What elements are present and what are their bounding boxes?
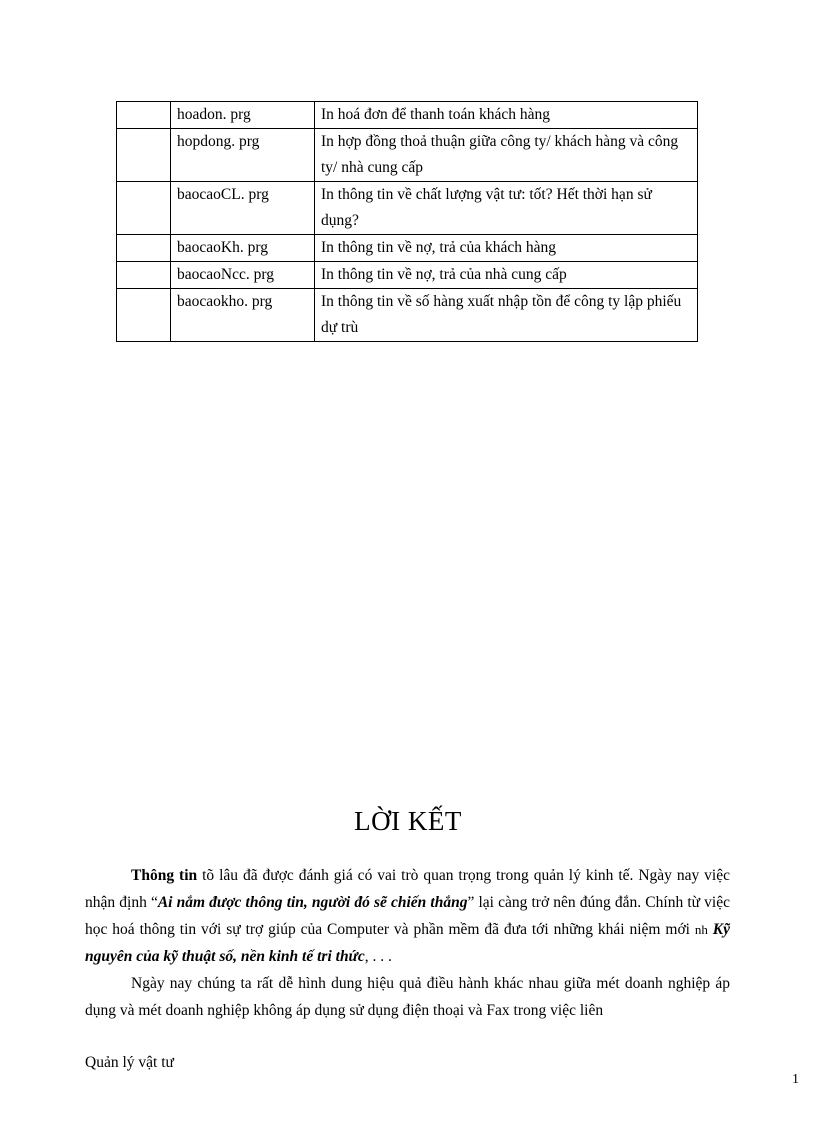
- program-table: [116, 101, 698, 342]
- paragraph-1-fragment: nh: [694, 922, 708, 937]
- table-row: [117, 262, 698, 289]
- paragraph-2: Ngày nay chúng ta rất dễ hình dung hiệu quả điều hành khác nhau giữa mét doanh nghiệp áp dụng và mét doanh nghiệp không áp dụng sử dụng điện thoại và Fax trong việc liên: [85, 975, 730, 1019]
- description-cell: In thông tin về nợ, trả của khách hàng: [315, 235, 698, 262]
- page-number: 1: [792, 1072, 799, 1087]
- description-cell: In hoá đơn để thanh toán khách hàng: [315, 102, 698, 129]
- row-index-cell: [117, 129, 171, 182]
- program-file-cell: hopdong. prg: [171, 129, 315, 182]
- table-row: [117, 102, 698, 129]
- row-index-cell: [117, 262, 171, 289]
- description-cell: In hợp đồng thoả thuận giữa công ty/ khách hàng và công ty/ nhà cung cấp: [315, 129, 698, 182]
- row-index-cell: [117, 182, 171, 235]
- program-file-cell: baocaoCL. prg: [171, 182, 315, 235]
- footer-title: Quản lý vật tư: [85, 1054, 174, 1071]
- paragraph-1-text-d: , . . .: [364, 948, 392, 965]
- table-row: [117, 235, 698, 262]
- era-phrase: Kỹ nguyên của kỹ thuật số, nền kinh tế tri thức: [85, 921, 731, 965]
- conclusion-body: [85, 862, 730, 1024]
- table-row: [117, 182, 698, 235]
- description-cell: In thông tin về số hàng xuất nhập tồn để công ty lập phiếu dự trù: [315, 289, 698, 342]
- program-file-cell: baocaokho. prg: [171, 289, 315, 342]
- paragraph-1-text-b: ” lại càng trở nên đúng đắn. Chính từ việc học hoá thông tin với sự trợ giúp của Computer và phần mềm đã đưa tới những khái niệm mới: [85, 894, 730, 938]
- table-row: [117, 129, 698, 182]
- row-index-cell: [117, 289, 171, 342]
- quote-text: Ai nắm được thông tin, người đó sẽ chiến thắng: [157, 894, 468, 911]
- description-cell: In thông tin về chất lượng vật tư: tốt? Hết thời hạn sử dụng?: [315, 182, 698, 235]
- program-file-cell: baocaoNcc. prg: [171, 262, 315, 289]
- description-cell: In thông tin về nợ, trả của nhà cung cấp: [315, 262, 698, 289]
- program-file-cell: baocaoKh. prg: [171, 235, 315, 262]
- paragraph-1: [85, 862, 730, 970]
- conclusion-heading: LỜI KẾT: [354, 806, 462, 836]
- row-index-cell: [117, 102, 171, 129]
- row-index-cell: [117, 235, 171, 262]
- paragraph-1-text-a: tõ lâu đã được đánh giá có vai trò quan trọng trong quản lý kinh tế. Ngày nay việc nhận định “: [85, 867, 730, 911]
- program-file-cell: hoadon. prg: [171, 102, 315, 129]
- table-row: [117, 289, 698, 342]
- keyword-thong-tin: Thông tin: [131, 867, 198, 884]
